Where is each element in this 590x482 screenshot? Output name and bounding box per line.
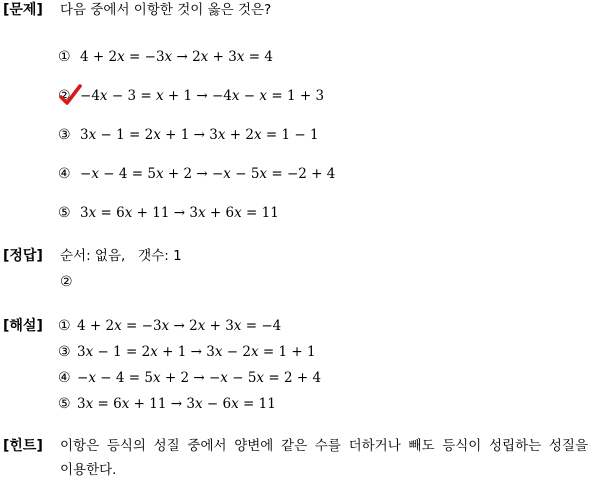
checkmark-icon (58, 84, 82, 106)
explanation-item-3 (58, 343, 316, 361)
explanation-item-1 (58, 317, 281, 335)
answer-choice: ② (60, 274, 73, 290)
hint-text: 이항은 등식의 성질 중에서 양변에 같은 수를 더하거나 빼도 등식이 성립하는 성질을 이용한다. (60, 438, 588, 478)
option-number: ② (58, 88, 71, 104)
option-3 (58, 126, 319, 144)
explanation-number: ⑤ (58, 396, 71, 412)
explanation-equation: 4 + 2x = −3x → 2x + 3x = −4 (77, 318, 282, 334)
option-equation: 3x = 6x + 11 → 3x + 6x = 11 (80, 205, 279, 221)
option-equation: 4 + 2x = −3x → 2x + 3x = 4 (80, 49, 273, 65)
option-number: ⑤ (58, 205, 71, 221)
option-5 (58, 204, 279, 222)
explanation-item-4 (58, 369, 321, 387)
option-equation: −x − 4 = 5x + 2 → −x − 5x = −2 + 4 (80, 166, 336, 182)
explanation-equation: 3x = 6x + 11 → 3x − 6x = 11 (77, 396, 276, 412)
option-equation: 3x − 1 = 2x + 1 → 3x + 2x = 1 − 1 (80, 127, 319, 143)
problem-label: [문제] (3, 2, 43, 18)
option-number: ③ (58, 127, 71, 143)
explanation-item-5 (58, 395, 276, 413)
explanation-number: ① (58, 318, 71, 334)
explanation-number: ③ (58, 344, 71, 360)
option-4 (58, 165, 335, 183)
explanation-label: [해설] (3, 318, 43, 334)
option-1 (58, 48, 273, 66)
hint-label: [힌트] (3, 438, 43, 454)
option-number: ① (58, 49, 71, 65)
option-equation: −4x − 3 = x + 1 → −4x − x = 1 + 3 (80, 88, 325, 104)
option-number: ④ (58, 166, 71, 182)
explanation-equation: −x − 4 = 5x + 2 → −x − 5x = 2 + 4 (77, 370, 322, 386)
option-2 (58, 87, 324, 105)
explanation-number: ④ (58, 370, 71, 386)
answer-label: [정답] (3, 248, 43, 264)
question-text: 다음 중에서 이항한 것이 옳은 것은? (60, 2, 272, 18)
answer-order-count: 순서: 없음, 갯수: 1 (60, 248, 182, 264)
explanation-equation: 3x − 1 = 2x + 1 → 3x − 2x = 1 + 1 (77, 344, 316, 360)
